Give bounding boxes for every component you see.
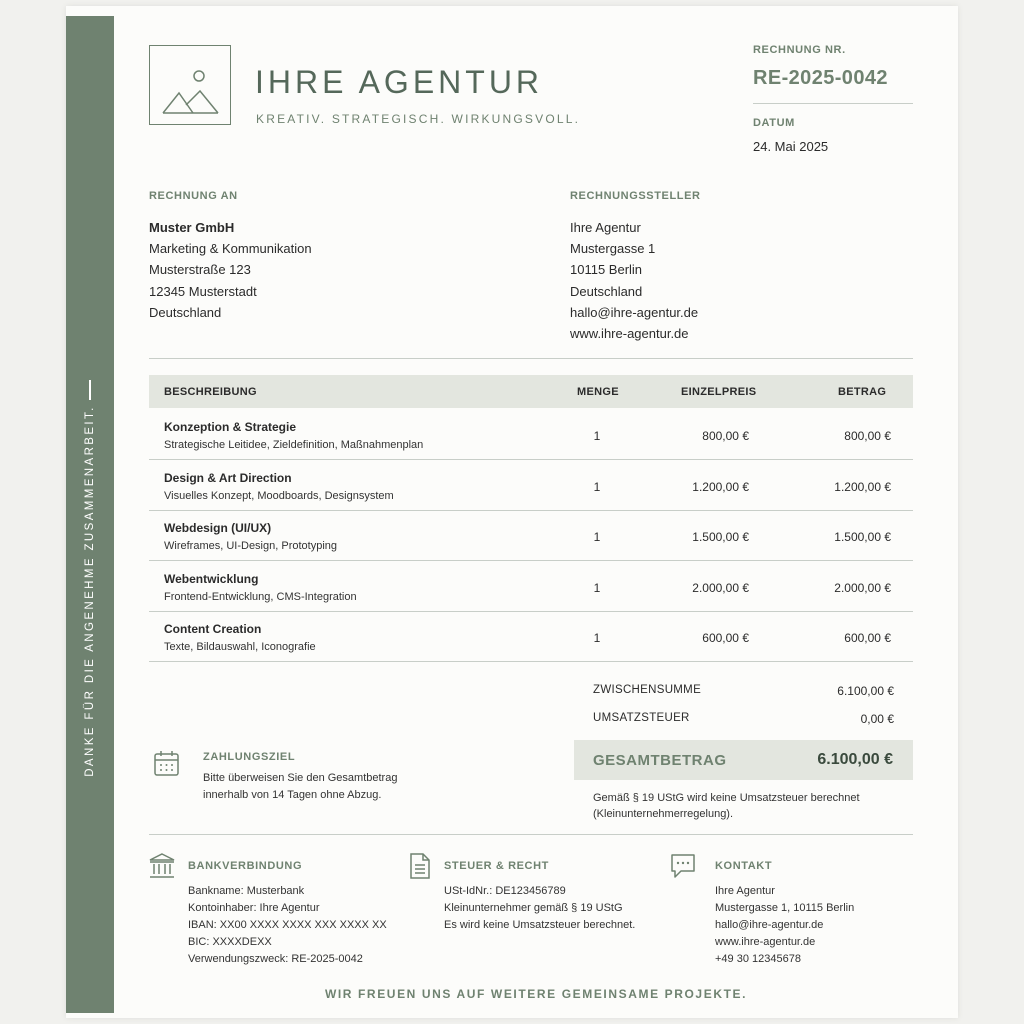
col-amount: BETRAG (838, 386, 887, 398)
item-description: Wireframes, UI-Design, Prototyping (164, 540, 337, 552)
table-row (149, 511, 913, 561)
brand-name: IHRE AGENTUR (255, 64, 544, 100)
bank-line: Bankname: Musterbank (188, 885, 305, 897)
grand-total-value: 6.100,00 € (817, 751, 893, 768)
contact-label: KONTAKT (715, 860, 773, 872)
tax-line: USt-IdNr.: DE123456789 (444, 885, 566, 897)
bank-line: Verwendungszweck: RE-2025-0042 (188, 953, 363, 965)
tax-note: Gemäß § 19 UStG wird keine Umsatzsteuer berechnet (Kleinunternehmerregelung). (593, 792, 860, 820)
item-unit-price: 800,00 € (702, 429, 749, 443)
table-row (149, 461, 913, 511)
calendar-icon (153, 750, 181, 778)
item-quantity: 1 (593, 631, 601, 645)
bank-details-label: BANKVERBINDUNG (188, 860, 303, 872)
subtotal-value: 6.100,00 € (837, 684, 894, 698)
tax-legal-details (444, 883, 635, 934)
image-placeholder-icon (150, 46, 232, 126)
table-row (149, 612, 913, 662)
tax-label: UMSATZSTEUER (593, 712, 690, 724)
col-unit-price: EINZELPREIS (681, 386, 757, 398)
recipient-line: 12345 Musterstadt (149, 283, 257, 299)
logo-placeholder (149, 45, 231, 125)
col-description: BESCHREIBUNG (164, 386, 257, 398)
issuer-line: Ihre Agentur (570, 220, 641, 235)
issuer-email: hallo@ihre-agentur.de (570, 304, 699, 320)
item-title: Design & Art Direction (164, 471, 292, 485)
item-description: Frontend-Entwicklung, CMS-Integration (164, 591, 357, 603)
invoice-number-label: RECHNUNG NR. (753, 44, 846, 56)
thanks-text: DANKE FÜR DIE ANGENEHME ZUSAMMENARBEIT. (84, 405, 96, 777)
item-title: Konzeption & Strategie (164, 420, 297, 434)
item-unit-price: 1.200,00 € (692, 480, 749, 494)
item-unit-price: 600,00 € (702, 631, 749, 645)
item-amount: 1.500,00 € (834, 530, 891, 544)
invoice-date: 24. Mai 2025 (753, 139, 829, 154)
table-header (149, 375, 913, 408)
stripe-divider (89, 380, 91, 400)
item-amount: 800,00 € (844, 429, 891, 443)
item-title: Content Creation (164, 622, 262, 636)
recipient-line: Marketing & Kommunikation (149, 241, 312, 257)
item-unit-price: 2.000,00 € (692, 581, 749, 595)
divider (753, 103, 913, 104)
payment-terms-label: ZAHLUNGSZIEL (203, 751, 296, 763)
item-description: Visuelles Konzept, Moodboards, Designsystem (164, 490, 394, 502)
item-description: Texte, Bildauswahl, Iconografie (164, 641, 316, 653)
item-quantity: 1 (593, 480, 601, 494)
recipient-line: Muster GmbH (149, 220, 235, 235)
bank-details (188, 883, 387, 968)
divider (149, 358, 913, 359)
chat-icon (669, 852, 697, 880)
payment-terms-text: Bitte überweisen Sie den Gesamtbetrag innerhalb von 14 Tagen ohne Abzug. (203, 772, 398, 801)
table-row (149, 410, 913, 460)
contact-phone: +49 30 12345678 (715, 953, 801, 965)
contact-email: hallo@ihre-agentur.de (715, 919, 824, 931)
invoice-date-label: DATUM (753, 117, 795, 129)
item-description: Strategische Leitidee, Zieldefinition, Maßnahmenplan (164, 439, 424, 451)
col-quantity: MENGE (577, 386, 619, 398)
invoice-page (66, 6, 958, 1018)
item-title: Webentwicklung (164, 572, 259, 586)
item-amount: 2.000,00 € (834, 581, 891, 595)
issuer-line: Mustergasse 1 (570, 241, 656, 257)
bank-line: IBAN: XX00 XXXX XXXX XXX XXXX XX (188, 919, 387, 931)
bank-line: BIC: XXXXDEXX (188, 936, 272, 948)
recipient-line: Deutschland (149, 304, 222, 320)
brand-tagline: KREATIV. STRATEGISCH. WIRKUNGSVOLL. (256, 112, 581, 126)
issuer-line: Deutschland (570, 283, 643, 299)
side-stripe (66, 16, 114, 1013)
bank-line: Kontoinhaber: Ihre Agentur (188, 902, 320, 914)
contact-website: www.ihre-agentur.de (715, 936, 816, 948)
tax-line: Es wird keine Umsatzsteuer berechnet. (444, 919, 636, 931)
grand-total-label: GESAMTBETRAG (593, 752, 727, 769)
invoice-number: RE-2025-0042 (753, 67, 888, 89)
subtotal-label: ZWISCHENSUMME (593, 684, 702, 696)
item-amount: 600,00 € (844, 631, 891, 645)
document-icon (407, 852, 433, 880)
table-row (149, 562, 913, 612)
contact-details (715, 883, 854, 968)
contact-line: Ihre Agentur (715, 885, 775, 897)
issuer-address (570, 217, 698, 344)
item-quantity: 1 (593, 429, 601, 443)
recipient-label: RECHNUNG AN (149, 190, 238, 202)
recipient-address (149, 217, 312, 323)
issuer-website: www.ihre-agentur.de (570, 326, 689, 342)
item-title: Webdesign (UI/UX) (164, 521, 272, 535)
closing-message: WIR FREUEN UNS AUF WEITERE GEMEINSAME PROJEKTE. (324, 987, 748, 1001)
item-quantity: 1 (593, 530, 601, 544)
contact-line: Mustergasse 1, 10115 Berlin (715, 902, 855, 914)
issuer-line: 10115 Berlin (570, 262, 643, 278)
tax-line: Kleinunternehmer gemäß § 19 UStG (444, 902, 623, 914)
divider (149, 834, 913, 835)
bank-icon (148, 852, 176, 880)
tax-value: 0,00 € (860, 712, 894, 726)
grand-total-box (574, 740, 913, 780)
item-amount: 1.200,00 € (834, 480, 891, 494)
issuer-label: RECHNUNGSSTELLER (570, 190, 701, 202)
item-unit-price: 1.500,00 € (692, 530, 749, 544)
recipient-line: Musterstraße 123 (149, 262, 251, 278)
tax-legal-label: STEUER & RECHT (444, 860, 549, 872)
item-quantity: 1 (593, 581, 601, 595)
